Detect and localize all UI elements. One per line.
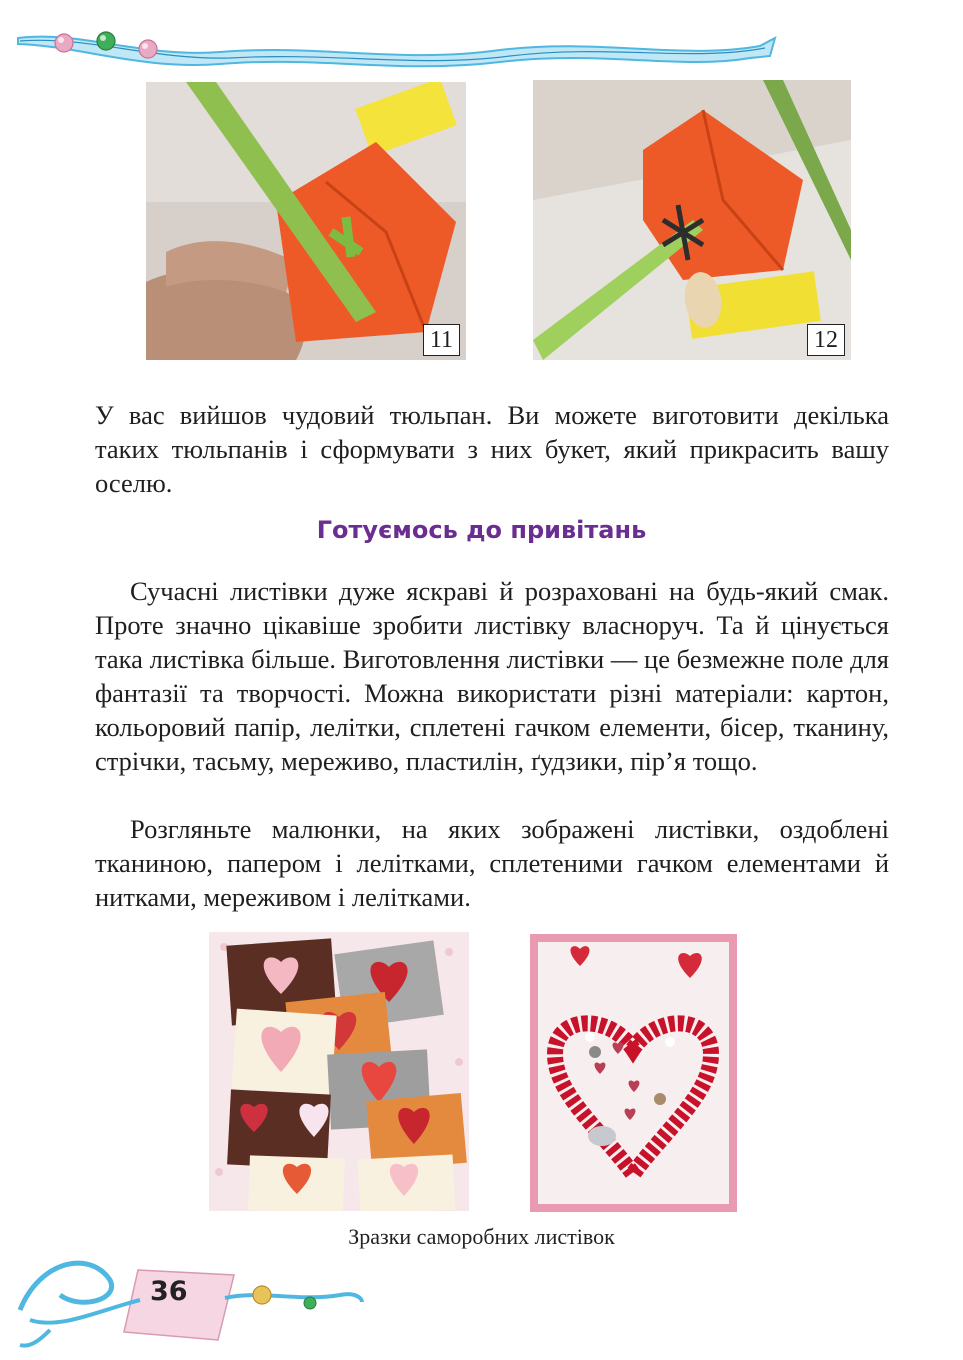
page-number: 36	[150, 1276, 188, 1307]
figure-number-11: 11	[423, 324, 460, 356]
photo-quilled-heart-card	[530, 934, 737, 1212]
paragraph-cards-intro: Сучасні листівки дуже яскраві й розраховані на будь-який смак. Проте значно цікавіше зробити листівку власноруч. Та й цінується така листівка більше. Виготовлення листівки — це безмежне поле для фантазії та творчості. Можна використати різні матеріали: картон, кольоровий папір, лелітки, сплетені гачком елементи, бісер, тканину, стрічки, тасьму, мереживо, пластилін, ґудзики, пір’я тощо.	[95, 576, 889, 776]
photo-tulip-step-11	[146, 82, 466, 360]
photo-fabric-heart-cards	[209, 932, 469, 1211]
paragraph-tulip-result: У вас вийшов чудовий тюльпан. Ви можете виготовити декілька таких тюльпанів і сформувати з них букет, який прикрасить вашу оселю.	[95, 400, 889, 498]
section-heading: Готуємось до привітань	[316, 516, 647, 544]
bottom-ribbon-decoration	[0, 1240, 380, 1350]
photo-tulip-step-12	[533, 80, 851, 360]
figure-caption: Зразки саморобних листівок	[348, 1224, 615, 1249]
figure-number-12: 12	[807, 324, 845, 356]
top-ribbon-decoration	[0, 0, 963, 80]
paragraph-cards-look: Розгляньте малюнки, на яких зображені листівки, оздоблені тканиною, папером і лелітками, сплетеними гачком елементами й нитками, мереживом і лелітками.	[95, 814, 889, 912]
